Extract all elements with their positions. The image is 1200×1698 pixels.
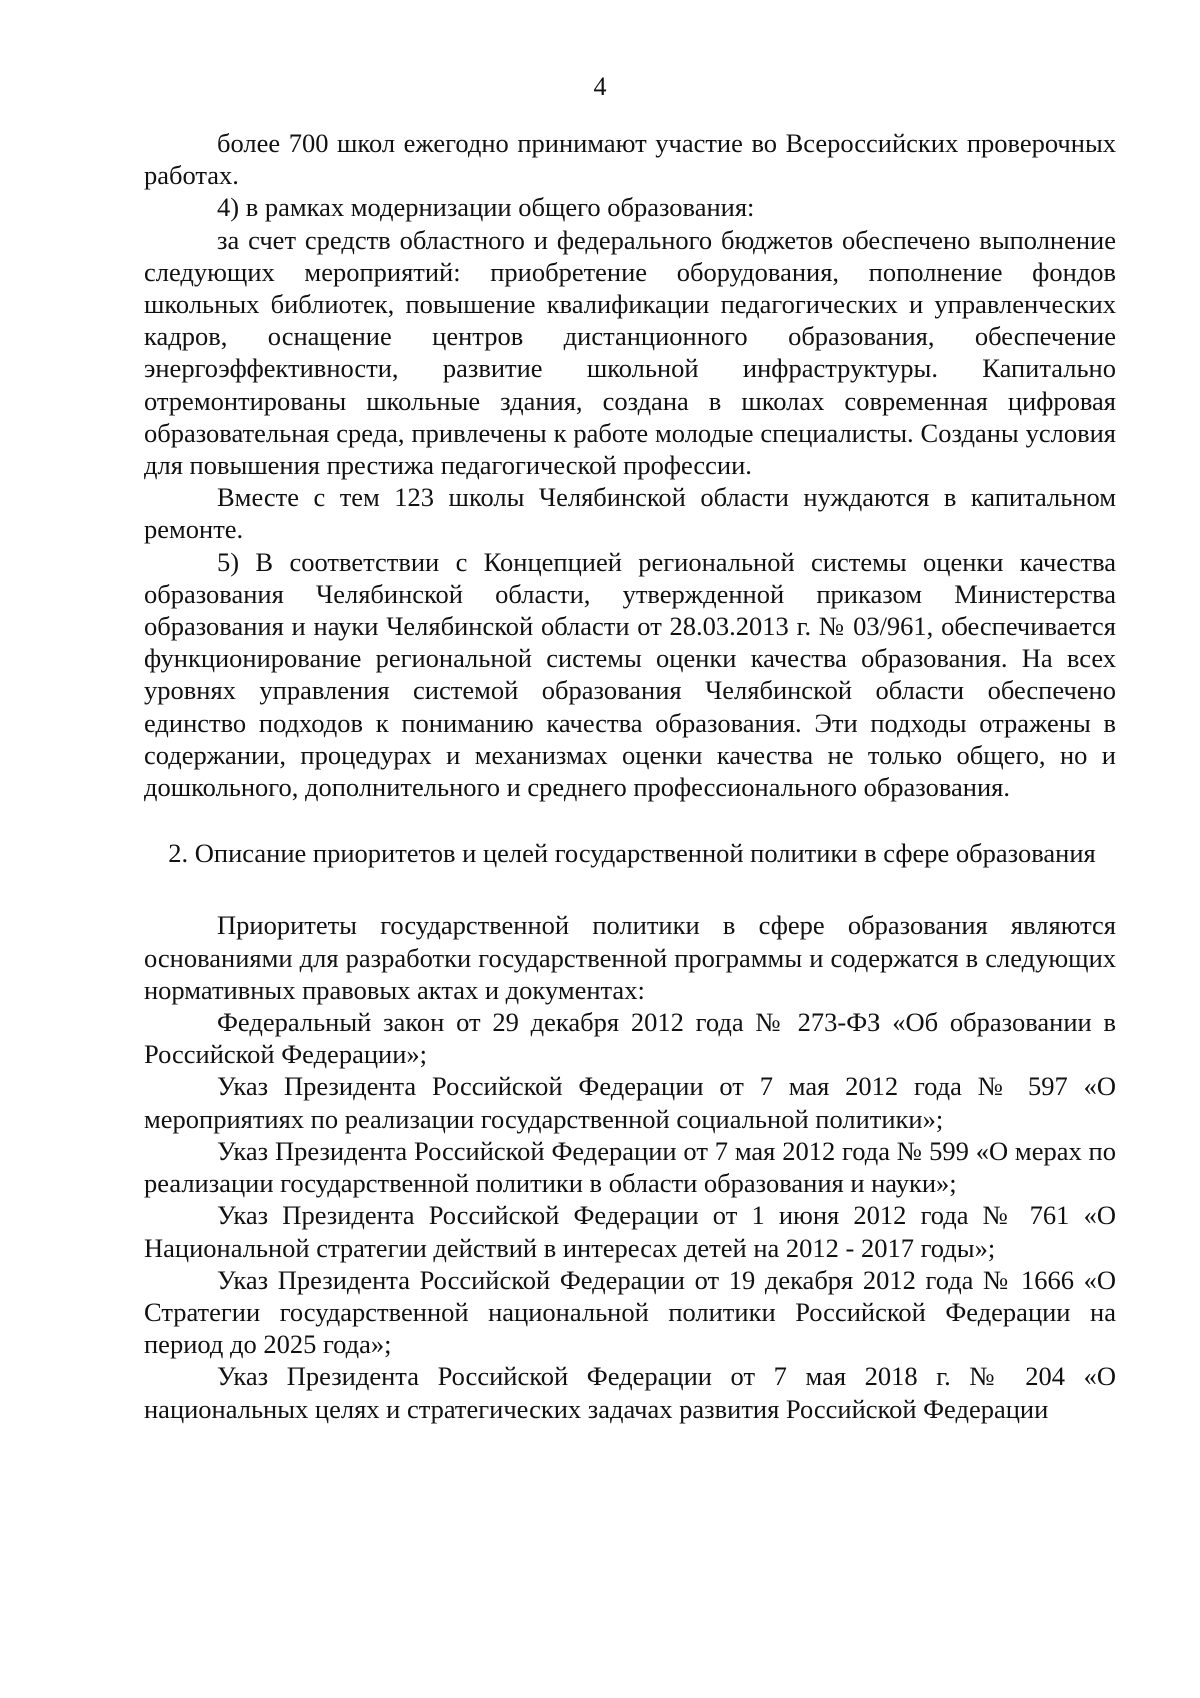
paragraph-item-5: 5) В соответствии с Концепцией региональной системы оценки качества образования Челябинской области, утвержденной приказом Министерства образования и науки Челябинской области от 28.03.2013 г. № 03/961, обеспечивается функционирование региональной системы оценки качества образования. На всех уровнях управления системой образования Челябинской области обеспечено единство подходов к пониманию качества образования. Эти подходы отражены в содержании, процедурах и механизмах оценки качества не только общего, но и дошкольного, дополнительного и среднего профессионального образования. [144,546,1116,803]
paragraph-decree-599: Указ Президента Российской Федерации от 7 мая 2012 года № 599 «О мерах по реализации государственной политики в области образования и науки»; [144,1135,1116,1199]
paragraph-federal-law: Федеральный закон от 29 декабря 2012 года № 273-ФЗ «Об образовании в Российской Федерации»; [144,1007,1116,1070]
paragraph-priorities: Приоритеты государственной политики в сфере образования являются основаниями для разработки государственной программы и содержатся в следующих нормативных правовых актах и документах: [144,910,1116,1005]
paragraph-decree-761: Указ Президента Российской Федерации от 1 июня 2012 года № 761 «О Национальной стратегии действий в интересах детей на 2012 - 2017 годы»; [144,1200,1116,1263]
paragraph-repair: Вместе с тем 123 школы Челябинской области нуждаются в капитальном ремонте. [144,482,1116,545]
paragraph-decree-597: Указ Президента Российской Федерации от 7 мая 2012 года № 597 «О мероприятиях по реализации государственной социальной политики»; [144,1071,1116,1134]
page-number: 4 [593,72,607,101]
section-heading: 2. Описание приоритетов и целей государственной политики в сфере образования [168,838,1096,869]
paragraph-decree-1666: Указ Президента Российской Федерации от 19 декабря 2012 года № 1666 «О Стратегии государственной национальной политики Российской Федерации на период до 2025 года»; [144,1264,1116,1360]
paragraph-modernization: за счет средств областного и федерального бюджетов обеспечено выполнение следующих мероприятий: приобретение оборудования, пополнение фондов школьных библиотек, повышение квалификации педагогических и управленческих кадров, оснащение центров дистанционного образования, обеспечение энергоэффективности, развитие школьной инфраструктуры. Капитально отремонтированы школьные здания, создана в школах современная цифровая образовательная среда, привлечены к работе молодые специалисты. Созданы условия для повышения престижа педагогической профессии. [144,224,1116,481]
document-body [144,127,1116,1425]
paragraph-decree-204: Указ Президента Российской Федерации от 7 мая 2018 г. № 204 «О национальных целях и стратегических задачах развития Российской Федерации [144,1361,1116,1424]
spacer [144,803,1116,837]
paragraph-continuation: более 700 школ ежегодно принимают участие во Всероссийских проверочных работах. [144,128,1116,191]
spacer [144,869,1116,909]
paragraph-item-4: 4) в рамках модернизации общего образования: [217,192,755,223]
